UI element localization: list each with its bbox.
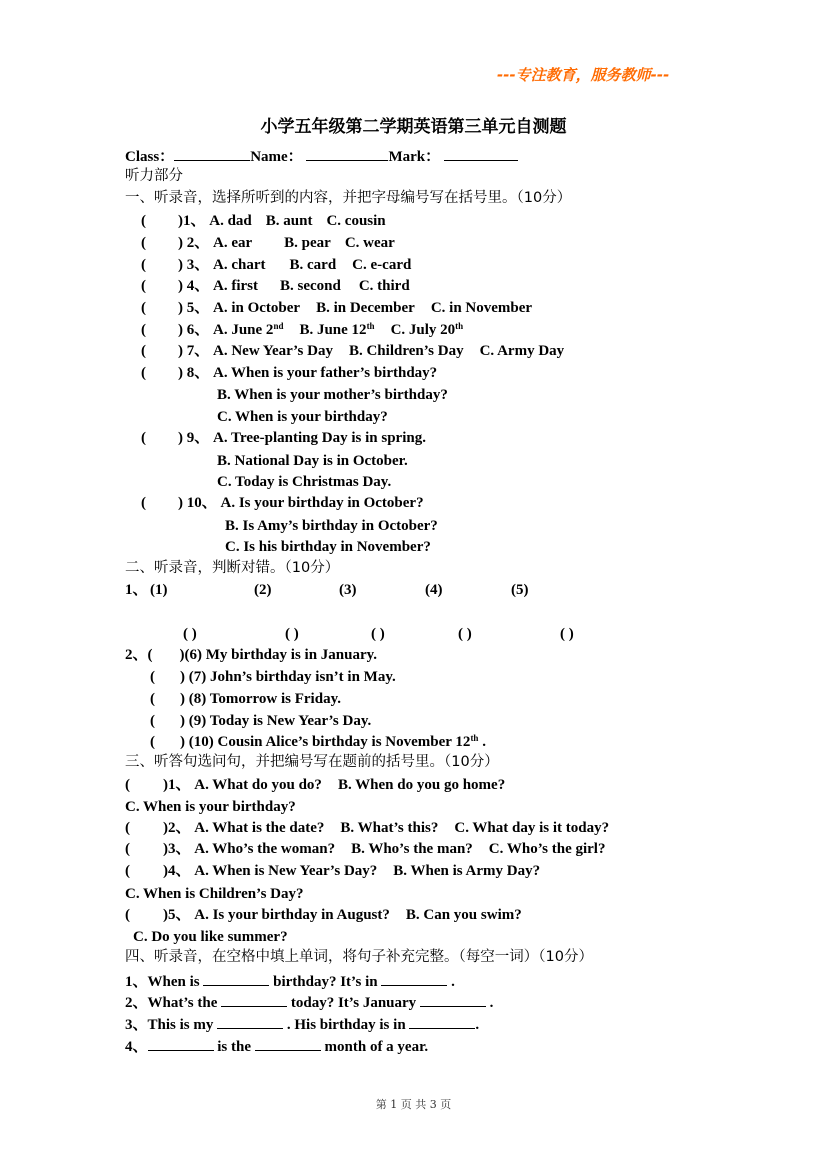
answer-bracket-2[interactable]: ( ) <box>285 626 299 642</box>
fill-blank[interactable] <box>409 1014 475 1029</box>
s1-question-2: ( ) 2、 A. ear B. pear C. wear <box>141 235 395 251</box>
s4-line-4: 4、 is the month of a year. <box>125 1036 428 1056</box>
class-label: Class： <box>125 149 175 165</box>
page-title: 小学五年级第二学期英语第三单元自测题 <box>260 117 567 137</box>
s2-part1-label: 1、 <box>125 582 148 598</box>
picture-label-1: (1) <box>150 582 168 598</box>
picture-label-2: (2) <box>254 582 272 598</box>
s2-statement-8: ( ) (8) Tomorrow is Friday. <box>150 691 341 707</box>
s1-question-10-option-b: B. Is Amy’s birthday in October? <box>225 518 438 534</box>
answer-bracket-1[interactable]: ( ) <box>183 626 197 642</box>
fill-blank[interactable] <box>381 971 447 986</box>
s4-line-1: 1、When is birthday? It’s in . <box>125 971 455 991</box>
s2-statement-6: 2、( )(6) My birthday is in January. <box>125 647 378 663</box>
s2-statement-10: ( ) (10) Cousin Alice’s birthday is November 12th . <box>150 733 486 750</box>
s1-question-3: ( ) 3、 A. chart B. card C. e-card <box>141 257 412 273</box>
answer-bracket-4[interactable]: ( ) <box>458 626 472 642</box>
s1-question-8-option-b: B. When is your mother’s birthday? <box>217 387 448 403</box>
s2-statement-9: ( ) (9) Today is New Year’s Day. <box>150 713 372 729</box>
mark-label: Mark： <box>388 149 441 165</box>
page-footer: 第 1 页 共 3 页 <box>375 1098 452 1111</box>
listening-heading: 听力部分 <box>125 168 183 184</box>
s3-question-4: ( )4、 A. When is New Year’s Day? B. When is Army Day? <box>125 863 541 879</box>
s1-question-10: ( ) 10、 A. Is your birthday in October? <box>141 495 424 511</box>
s1-question-4: ( ) 4、 A. first B. second C. third <box>141 278 410 294</box>
picture-label-5: (5) <box>511 582 529 598</box>
picture-label-3: (3) <box>339 582 357 598</box>
s4-line-3: 3、This is my . His birthday is in . <box>125 1014 479 1034</box>
fill-blank[interactable] <box>420 992 486 1007</box>
s1-question-10-option-c: C. Is his birthday in November? <box>225 539 431 555</box>
s1-question-8-option-c: C. When is your birthday? <box>217 409 388 425</box>
s1-question-6: ( ) 6、 A. June 2nd B. June 12th C. July 20th <box>141 321 464 338</box>
s1-question-9-option-b: B. National Day is in October. <box>217 453 408 469</box>
fill-blank[interactable] <box>217 1014 283 1029</box>
student-info-line <box>125 146 518 166</box>
header-slogan: ---专注教育，服务教师--- <box>497 66 670 84</box>
s1-question-9: ( ) 9、 A. Tree-planting Day is in spring. <box>141 430 426 446</box>
fill-blank[interactable] <box>255 1036 321 1051</box>
name-blank <box>306 146 388 161</box>
s4-line-2: 2、What’s the today? It’s January . <box>125 992 493 1012</box>
s1-question-8: ( ) 8、 A. When is your father’s birthday? <box>141 365 438 381</box>
s1-question-7: ( ) 7、 A. New Year’s Day B. Children’s Day C. Army Day <box>141 343 565 359</box>
section2-heading: 二、听录音，判断对错。（10分） <box>125 560 340 576</box>
s2-statement-7: ( ) (7) John’s birthday isn’t in May. <box>150 669 396 685</box>
answer-bracket-3[interactable]: ( ) <box>371 626 385 642</box>
s3-question-1: ( )1、 A. What do you do? B. When do you go home? <box>125 777 506 793</box>
section4-heading: 四、听录音，在空格中填上单词，将句子补充完整。（每空一词）（10分） <box>125 949 593 965</box>
fill-blank[interactable] <box>203 971 269 986</box>
s3-question-2: ( )2、 A. What is the date? B. What’s this? C. What day is it today? <box>125 820 610 836</box>
section1-heading: 一、听录音，选择所听到的内容，并把字母编号写在括号里。（10分） <box>125 190 572 206</box>
picture-label-4: (4) <box>425 582 443 598</box>
s3-question-3: ( )3、 A. Who’s the woman? B. Who’s the man? C. Who’s the girl? <box>125 841 606 857</box>
s3-question-4-option-c: C. When is Children’s Day? <box>125 886 304 902</box>
s3-question-1-option-c: C. When is your birthday? <box>125 799 296 815</box>
s3-question-5: ( )5、 A. Is your birthday in August? B. Can you swim? <box>125 907 522 923</box>
s3-question-5-option-c: C. Do you like summer? <box>133 929 288 945</box>
section3-heading: 三、听答句选问句，并把编号写在题前的括号里。（10分） <box>125 754 499 770</box>
fill-blank[interactable] <box>148 1036 214 1051</box>
class-blank <box>174 146 250 161</box>
name-label: Name： <box>250 149 303 165</box>
s1-question-9-option-c: C. Today is Christmas Day. <box>217 474 392 490</box>
fill-blank[interactable] <box>221 992 287 1007</box>
mark-blank <box>444 146 518 161</box>
s1-question-1: ( )1、 A. dad B. aunt C. cousin <box>141 213 386 229</box>
s1-question-5: ( ) 5、 A. in October B. in December C. in November <box>141 300 533 316</box>
answer-bracket-5[interactable]: ( ) <box>560 626 574 642</box>
